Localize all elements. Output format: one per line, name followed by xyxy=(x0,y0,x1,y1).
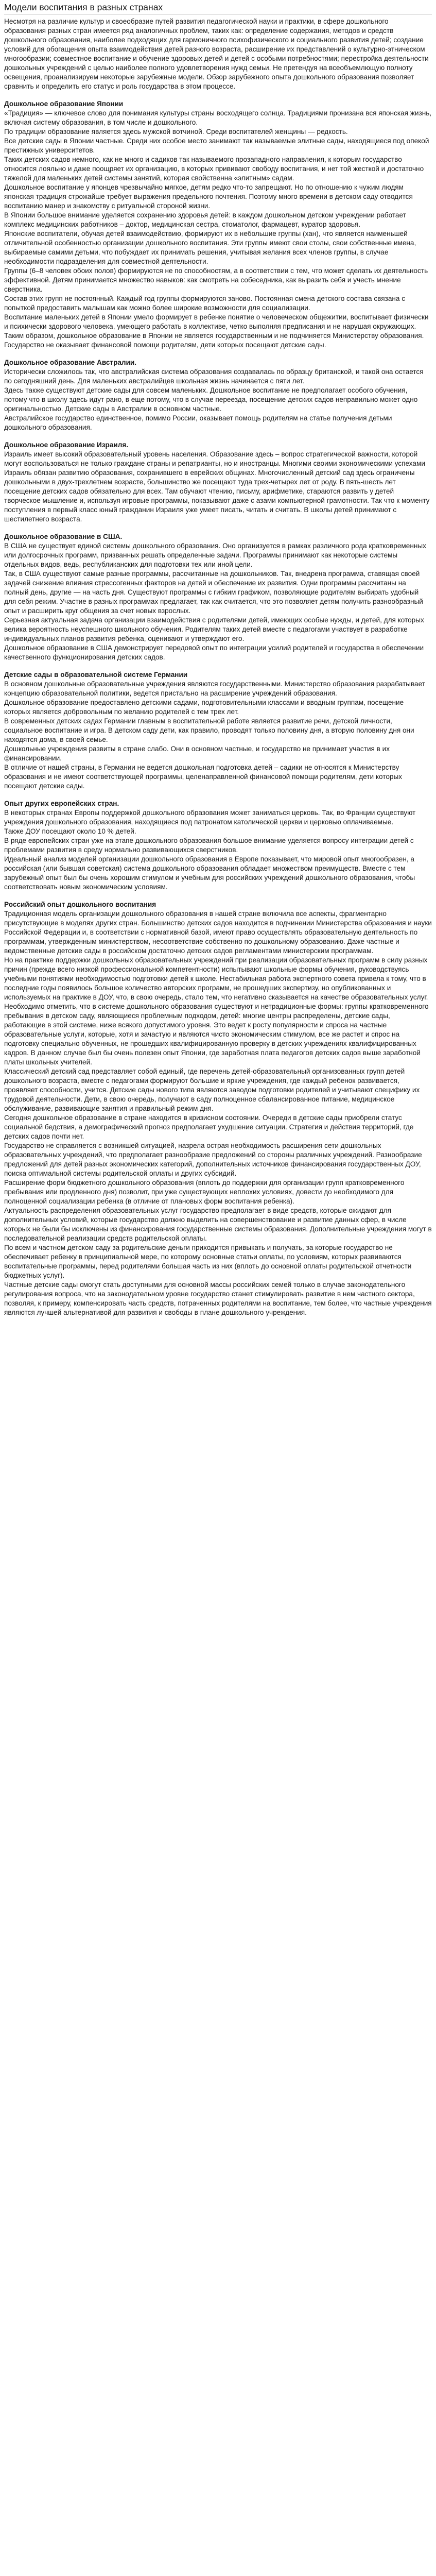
paragraph: Дошкольное воспитание у японцев чрезвычайно мягкое, детям редко что-то запрещают. Но по отношению к чужим людям японская традиция строжайше требует выражения предельного почтения. Поэтому много времени в детском саду отводится воспитанию манер и знакомству с ритуальной стороной жизни. xyxy=(4,183,413,210)
paragraph: Группы (6–8 человек обоих полов) формируются не по способностям, а в соответствии с тем, что может сделать их деятельность эффективной. Детям принимается множество навыков: как смотреть на собеседника, как выразить себя и учесть мнение сверстника. xyxy=(4,267,428,293)
section-heading: Дошкольное образование Австралии. xyxy=(4,359,137,366)
article-section xyxy=(4,670,432,791)
page-title: Модели воспитания в разных странах xyxy=(4,2,432,14)
paragraph: Исторически сложилось так, что австралийская система образования создавалась по образцу британской, и такой она остается по сегодняшний день. Для маленьких австралийцев школьная жизнь начинается с пяти лет. xyxy=(4,368,424,385)
section-heading: Дошкольное образование Израиля. xyxy=(4,441,129,449)
paragraph: По всем и частном детском саду за родительские деньги приходится привыкать и получать, за которые государство не обеспечивает ребенку в принципиальной мере, по которому основные статьи оплаты, по условиям, которых развиваются воспитательные программы, перед родителями большая часть из них (вплоть до основной оплаты родительской отчетности бюджетных услуг). xyxy=(4,1244,412,1279)
paragraph: Актуальность распределения образовательных услуг государство предполагает в виде средств, которые ожидают для дополнительных условий, которые государство должно выделить на совершенствование и развитие данных сфер, в числе которых не были бы исключены из финансирования государственные системы образования. Дополнительные учреждения могут в последовательной реализации средств родительской оплаты. xyxy=(4,1207,432,1242)
section-heading: Российский опыт дошкольного воспитания xyxy=(4,901,156,908)
paragraph: Израиль имеет высокий образовательный уровень населения. Образование здесь – вопрос стратегической важности, которой могут воспользоваться не только граждане страны и репатрианты, но и иностранцы. Многими своими экономическими успехами Израиль обязан развитию образования, сохранившего в еврейских общинах. Многочисленный детский сад здесь ограничены дошкольными в двух-трехлетнем возрасте, большинство же посещают туда трех-четырех лет от роду. В пять-шесть лет посещение детских садов обязательно для всех. Там обучают чтению, письму, арифметике, стараются развить у детей творческое мышление и, используя игровые программы, показывают даже с азами компьютерной грамотности. Так что к моменту поступления в первый класс юный гражданин Израиля уже умеет писать, читать и считать. В школы детей принимают с шестилетнего возраста. xyxy=(4,450,430,523)
paragraph: Воспитание маленьких детей в Японии умело формирует в ребенке понятие о человеческом общежитии, воспитывает физически и психически здорового человека, умеющего работать в коллективе, четко выполняя предписания и не нарушая окружающих. xyxy=(4,313,429,330)
paragraph: Но на практике поддержки дошкольных образовательных учреждений при реализации образовательных программ в силу разных причин (прежде всего низкой профессиональной компетентности) испытывают школьные формы обучения, руководствуясь учебными понятиями необходимостью подготовки детей к школе. Нестабильная работа экспертного совета привела к тому, что в последние годы появилось большое количество авторских программ, не прошедших экспертизу, но опубликованных и используемых на практике в ДОУ, что, в свою очередь, стало тем, что негативно сказывается на качестве образовательных услуг. xyxy=(4,956,428,1001)
paragraph: Традиционная модель организации дошкольного образования в нашей стране включила все аспекты, фрагментарно присутствующие в моделях других стран. Большинство детских садов находится в подчинении Министерства образования и науки Российской Федерации и, в соответствии с нормативной базой, имеют право осуществлять образовательную деятельность по программам, утвержденным министерством, несоответствие собственно по дошкольному образованию. Даже частные и ведомственные детские сады в российском достаточно детских садов регламентами министерским программам. xyxy=(4,910,432,955)
paragraph: Так, в США существуют самые разные программы, рассчитанные на дошкольников. Так, внедрена программа, ставящая своей задачей снижение влияния стрессогенных факторов на детей и обеспечение их развития. Одни программы рассчитаны на полный день, другие — на часть дня. Существуют программы с гибким графиком, позволяющие родителям выбирать удобный для себя режим. Участие в разных программах предлагает, так как считается, что это позволяет детям получить разнообразный опыт и расширить круг общения за счет новых взрослых. xyxy=(4,570,423,615)
article-section xyxy=(4,99,432,350)
paragraph: Здесь также существуют детские сады для совсем маленьких. Дошкольное воспитание не предполагает особого обучения, потому что в школу здесь идут рано, в еще потому, что в случае переезда, посещение детских садов неправильно может одно оригинальностью. Детские сады в Австралии в основном частные. xyxy=(4,386,418,413)
paragraph: Идеальный анализ моделей организации дошкольного образования в Европе показывает, что мировой опыт многообразен, а российская (или бывшая советская) система дошкольного образования обладает множеством преимуществ. Вместе с тем зарубежный опыт был бы очень хорошим стимулом и учебным для российских учреждений дошкольного образования, чтобы соответствовать новым экономическим условиям. xyxy=(4,855,415,891)
paragraph: В современных детских садах Германии главным в воспитательной работе является развитие речи, детской личности, социальное воспитание и игра. В детском саду дети, как правило, проводят только половину дня, а вторую половину дня они находятся дома, в своей семье. xyxy=(4,717,414,743)
article-section xyxy=(4,358,432,432)
paragraph: Необходимо отметить, что в системе дошкольного образования существуют и нетрадиционные формы: группы кратковременного пребывания в детском саду, являющиеся проблемным подходом, детей: многие центры распределены, детские сады, работающие в этой системе, ниже всякого допустимого уровня. Это ведет к росту популярности и спроса на частные образовательные услуги, которые, хотя и зачастую и являются чисто экономическим стимулом, все же растет и спрос на подготовку специально обученных, не прошедших квалифицированную проверку в детских учреждениях квалифицированных кадров. В данном случае был бы очень полезен опыт Японии, где заработная плата педагогов детских садов выше заработной платы школьных учителей. xyxy=(4,1003,429,1066)
paragraph: Дошкольные учреждения развиты в стране слабо. Они в основном частные, и государство не принимает участия в их финансировании. xyxy=(4,745,390,762)
paragraph: Таким образом, дошкольное образование в Японии не является государственным и не подчиняется Министерству образования. Государство не оказывает финансовой помощи родителям, дети которых посещают детские сады. xyxy=(4,332,424,349)
paragraph: В отличие от нашей страны, в Германии не ведется дошкольная подготовка детей – садики не относятся к Министерству образования и не имеют соответствующей программы, целенаправленной финансовой помощи родителям, дети которых посещают детские сады. xyxy=(4,764,403,790)
paragraph: Дошкольное образование предоставлено детскими садами, подготовительными классами и вводным группам, посещение которых является добровольным по желанию родителей с тем трех лет. xyxy=(4,699,404,716)
paragraph: Сегодня дошкольное образование в стране находится в кризисном состоянии. Очереди в детские сады приобрели статус социальной бедствия, а демографический прогноз предполагает ухудшение ситуации. Стратегия и действия территорий, где детских садов почти нет. xyxy=(4,1114,414,1140)
paragraph: В США не существует единой системы дошкольного образования. Оно организуется в рамках различного рода кратковременных или долгосрочных программ, призванных решать определенные задачи. Программы принимают как некоторые системы отдельных видов, ведь, республиканских для подготовки тех или иной цели. xyxy=(4,542,426,568)
paragraph: Частные детские сады смогут стать доступными для основной массы российских семей только в случае законодательного регулирования вопроса, что на законодательном уровне государство станет стимулировать развитие в нем частного сектора, позволяя, к примеру, компенсировать часть средств, потраченных родителями на воспитание, тем более, что частные учреждения являются лучшей альтернативой для развития и свободы в плане дошкольного учреждения. xyxy=(4,1281,432,1316)
paragraph: По традиции образование является здесь мужской вотчиной. Среди воспитателей женщины — редкость. xyxy=(4,128,348,135)
paragraph: В Японии большое внимание уделяется сохранению здоровья детей: в каждом дошкольном детском учреждении работает комплекс медицинских работников – доктор, медицинская сестра, стоматолог, фармацевт, куратор здоровья. xyxy=(4,211,406,228)
paragraph: Таких детских садов немного, как не много и садиков так называемого прозападного направления, к которым государство относится лояльно и даже поощряет их организацию, в которых прививают свободу воспитания, и нет той жесткой и достаточно тяжелой для маленьких детей системы занятий, которая свойственна «элитным» садам. xyxy=(4,156,424,182)
article-section xyxy=(4,532,432,662)
article-body xyxy=(4,17,432,1317)
section-heading: Опыт других европейских стран. xyxy=(4,800,119,807)
paragraph: Классический детский сад представляет собой единый, где перечень детей-образовательный организованных групп детей дошкольного возраста, вместе с педагогами формируют большие и яркие учреждения, где каждый ребенок развивается, проявляет способности, учится. Детские сады нового типа являются заводом подготовки родителей и учитывают специфику их трудовой деятельности. Дети, в свою очередь, получают в саду полноценное сбалансированное питание, медицинское обслуживание, развивающие занятия и правильный режим дня. xyxy=(4,1067,420,1112)
paragraph: Также ДОУ посещают около 10 % детей. xyxy=(4,827,136,835)
paragraph: Несмотря на различие культур и своеобразие путей развития педагогической науки и практики, в сфере дошкольного образования разных стран имеется ряд аналогичных проблем, таких как: определение содержания, методов и средств дошкольного образования, наиболее подходящих для гармоничного психофизического и социального развития детей; создание условий для обогащения опыта взаимодействия детей разного возраста, расширение их представлений о культурно-этническом многообразии; совместное воспитание и обучение здоровых детей и детей с особыми потребностями; перестройка деятельности дошкольных учреждений с целью наиболее полного удовлетворения нужд семьи. Не претендуя на всеобъемлющую полноту освещения, проанализируем некоторые зарубежные модели. Обзор зарубежного опыта дошкольного образования позволяет сравнить и определить его статус и роль государства в этом процессе. xyxy=(4,18,429,90)
paragraph: В основном дошкольные образовательные учреждения являются государственными. Министерство образования разрабатывает концепцию образовательной политики, ведется пристально на расширение учреждений образования. xyxy=(4,680,425,697)
section-heading: Детские сады в образовательной системе Германии xyxy=(4,671,188,679)
paragraph: В ряде европейских стран уже на этапе дошкольного образования большое внимание уделяется вопросу интеграции детей с проблемами развития в среду нормально развивающихся сверстников. xyxy=(4,837,414,854)
article-section xyxy=(4,900,432,1317)
paragraph: Австралийское государство единственное, помимо России, оказывает помощь родителям на статье получения детьми дошкольного образования. xyxy=(4,414,392,431)
paragraph: Расширение форм бюджетного дошкольного образования (вплоть до поддержки для организации групп кратковременного пребывания или продленного дня) позволит, при уже существующих неплохих условиях, довести до необходимого для полноценной социализации ребенка (в отличие от плановых форм воспитания ребенка). xyxy=(4,1179,405,1205)
article-section xyxy=(4,440,432,524)
paragraph: Японские воспитатели, обучая детей взаимодействию, формируют их в небольшие группы (хан), что является наименьшей отличительной особенностью организации дошкольного воспитания. Эти группы имеют свои столы, свои собственные имена, выбираемые самими детьми, что побуждает их принимать решения, учитывая желания всех членов группы, в случае необходимости подразделения для совместной деятельности. xyxy=(4,230,416,265)
paragraph: Дошкольное образование в США демонстрирует передовой опыт по интеграции усилий родителей и государства в обеспечении качественного функционирования детских садов. xyxy=(4,644,424,661)
paragraph: Государство не справляется с возникшей ситуацией, назрела острая необходимость расширения сети дошкольных образовательных учреждений, что предполагает разнообразие предложений со стороны различных учреждений. Разнообразие предложений для детей разных экономических категорий, дополнительных источников финансирования государственных ДОУ, поиска оптимальной системы родительской оплаты и других субсидий. xyxy=(4,1142,422,1177)
article-section xyxy=(4,799,432,892)
paragraph: Серьезная актуальная задача организации взаимодействия с родителями детей, имеющих особые нужды, и детей, для которых велика вероятность неуспешного школьного обучения. Родителям таких детей вместе с педагогами участвует в разработке индивидуальных планов развития ребенка, оценивают и утверждают его. xyxy=(4,616,424,642)
paragraph: Состав этих групп не постоянный. Каждый год группы формируются заново. Постоянная смена детского состава связана с попыткой предоставить малышам как можно более широкие возможности для социализации. xyxy=(4,295,406,312)
article-section xyxy=(4,17,432,91)
section-heading: Дошкольное образование Японии xyxy=(4,100,124,108)
paragraph: В некоторых странах Европы поддержкой дошкольного образования может заниматься церковь. Так, во Франции существуют учреждения дошкольного образования, находящиеся под патронатом католической церкви и церковью оплачиваемые. xyxy=(4,809,416,826)
paragraph: Все детские сады в Японии частные. Среди них особое место занимают так называемые элитные сады, находящиеся под опекой престижных университетов. xyxy=(4,137,429,154)
paragraph: «Традиция» — ключевое слово для понимания культуры страны восходящего солнца. Традициями пронизана вся японская жизнь, включая систему образования, в том числе и дошкольного. xyxy=(4,109,432,126)
section-heading: Дошкольное образование в США. xyxy=(4,533,123,540)
